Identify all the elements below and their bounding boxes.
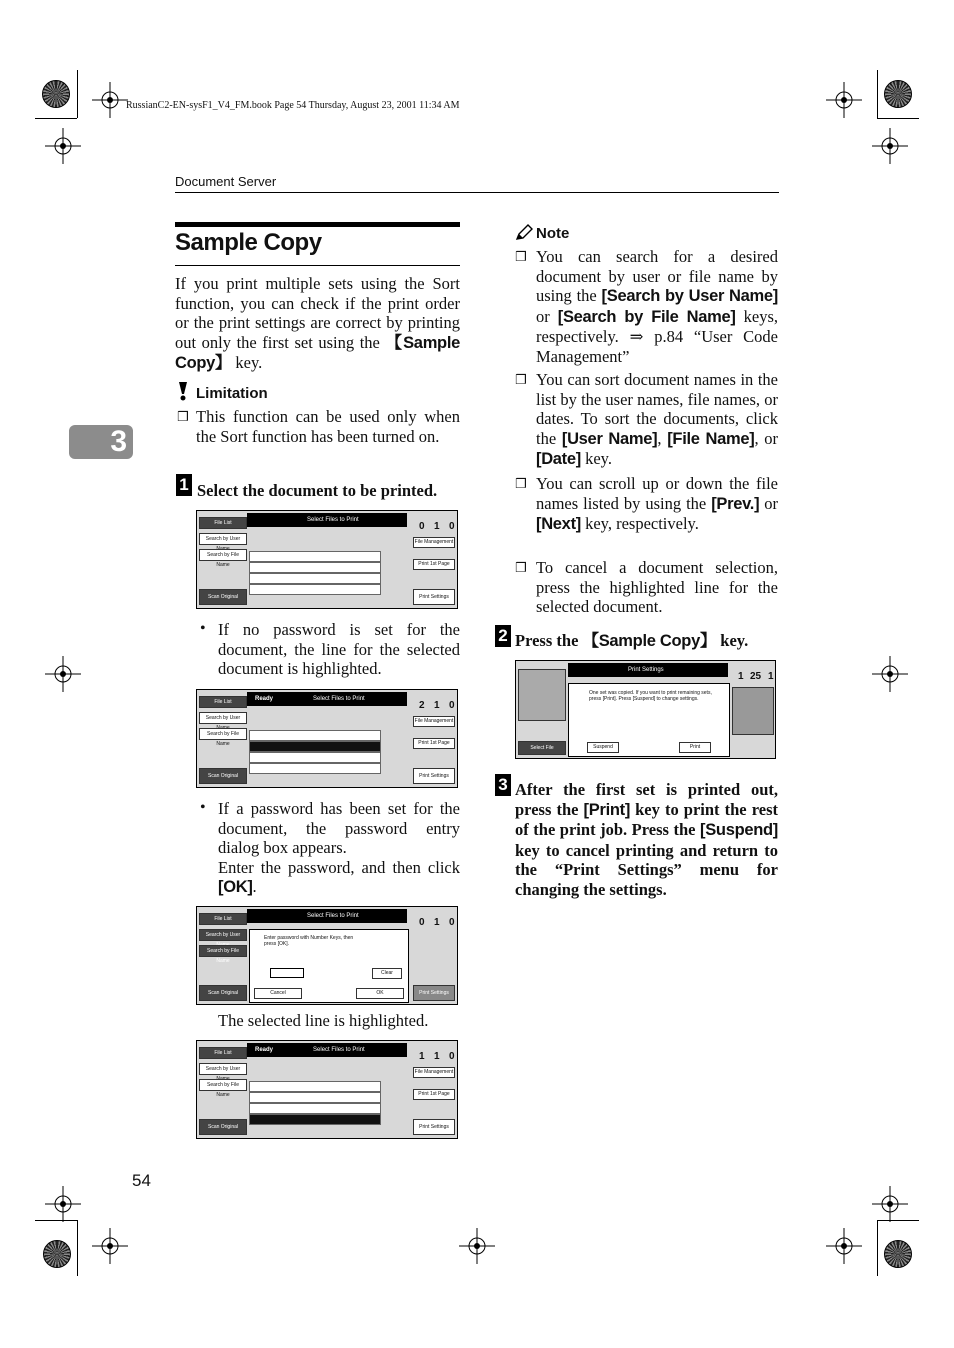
password-message: Enter password with Number Keys, then press [OK]. — [264, 935, 354, 947]
checkbox-icon: ❒ — [515, 561, 527, 576]
crop-line — [877, 1220, 878, 1276]
scan-original-button: Scan Original — [199, 768, 247, 784]
print-settings-side-panel — [518, 669, 566, 721]
file-row-highlighted — [249, 741, 381, 752]
checkbox-icon: ❒ — [515, 373, 527, 388]
search-by-user-button: Search by User — [199, 1063, 247, 1075]
file-row — [249, 1103, 381, 1114]
file-row — [249, 752, 381, 763]
finishing-options-panel — [732, 687, 774, 735]
bullet-icon: • — [200, 799, 206, 816]
step-1-text: Select the document to be printed. — [197, 481, 438, 500]
scan-original-button: Scan Original — [199, 985, 247, 1001]
page-title: Sample Copy — [175, 229, 322, 256]
crop-line — [35, 1220, 77, 1221]
counter: 0 — [449, 521, 455, 532]
search-by-user-button: Search by User — [199, 533, 247, 545]
screen-select-files-1 — [196, 510, 458, 609]
print-button: Print — [679, 742, 711, 753]
search-by-user-button: Search by User — [199, 929, 247, 941]
cancel-button: Cancel — [254, 988, 302, 999]
book-meta-line: RussianC2-EN-sysF1_V4_FM.book Page 54 Thursday, August 23, 2001 11:34 AM — [126, 100, 460, 111]
copy-complete-message: One set was copied. If you want to print remaining sets, press [Print]. Press [Suspend] to change settings. — [589, 690, 712, 702]
checkbox-icon: ❒ — [515, 477, 527, 492]
crosshair-mark-top-left — [45, 128, 81, 164]
user-name-key: [User Name] — [561, 429, 658, 448]
prev-key: [Prev.] — [711, 494, 760, 513]
file-name-key: [File Name] — [667, 429, 755, 448]
print-1st-page-button: Print 1st Page — [413, 559, 455, 570]
crosshair-mark-mid-left — [45, 656, 81, 692]
search-by-file-name-key: [Search by File Name] — [557, 307, 736, 326]
file-row — [249, 1092, 381, 1103]
file-row — [249, 562, 381, 573]
search-by-file-button: Search by File Name — [199, 728, 247, 740]
chapter-tab — [69, 425, 133, 459]
screen-select-files-2 — [196, 689, 458, 788]
step-3-text: After the first set is printed out, press the [Print] key to print the rest of the print job. Press the [Suspend] key to cancel printing and return to the “Print Settings” menu for changing the settings. — [515, 780, 778, 899]
ok-key: [OK] — [218, 878, 253, 897]
limitation-heading: Limitation — [196, 385, 268, 402]
counter: 0 — [419, 521, 425, 532]
file-row — [249, 573, 381, 584]
next-key: [Next] — [536, 515, 581, 534]
crosshair-mark-bottom-right — [872, 1186, 908, 1222]
counter: 2 — [419, 700, 425, 711]
bullet-icon: • — [200, 620, 206, 637]
crop-line — [877, 70, 878, 118]
registration-sunburst-bl — [43, 1240, 71, 1268]
password-dialog — [249, 929, 409, 1003]
ok-button: OK — [356, 988, 404, 999]
counter: 1 — [434, 521, 440, 532]
step-1-bullet-2: If a password has been set for the document, the password entry dialog box appears. Enter the password, and then click [OK]. — [218, 799, 460, 897]
search-by-user-name-key: [Search by User Name] — [601, 287, 778, 306]
date-key: [Date] — [536, 450, 581, 469]
screen-title-bar: Select Files to Print — [247, 513, 407, 527]
crosshair-mark-top-right — [872, 128, 908, 164]
crosshair-mark-bottom-left — [45, 1186, 81, 1222]
search-by-file-button: Search by File Name — [199, 549, 247, 561]
note-pencil-icon — [515, 224, 533, 242]
print-settings-button: Print Settings — [413, 985, 455, 1001]
screen-title-bar: Ready Select Files to Print — [247, 1043, 407, 1057]
title-rule — [175, 265, 460, 266]
screen-title-bar: Ready Select Files to Print — [247, 692, 407, 706]
print-settings-button: Print Settings — [413, 768, 455, 784]
print-1st-page-button: Print 1st Page — [413, 1089, 455, 1100]
password-field — [270, 968, 304, 978]
counter: 0 — [449, 1051, 455, 1062]
print-settings-button: Print Settings — [413, 1119, 455, 1135]
crosshair-mark-bottom-left-inner — [92, 1228, 128, 1264]
select-file-button: Select File — [518, 741, 566, 755]
search-by-file-button: Search by File Name — [199, 945, 247, 957]
counter: 1 — [419, 1051, 425, 1062]
file-row — [249, 763, 381, 774]
sample-copy-key: 【Sample Copy】 — [582, 632, 717, 650]
note-heading: Note — [536, 225, 570, 242]
step-1-marker: 1 — [176, 474, 192, 496]
intro-paragraph: If you print multiple sets using the Sort function, you can check if the print order or the print settings are correct by printing out only the first set using the 【Sample Copy】 key. — [175, 274, 460, 373]
file-list-tab: File List — [199, 517, 247, 529]
print-key: [Print] — [583, 800, 631, 819]
suspend-button: Suspend — [587, 742, 619, 753]
file-list-tab: File List — [199, 1047, 247, 1059]
search-by-file-button: Search by File Name — [199, 1079, 247, 1091]
section-header: Document Server — [175, 174, 277, 189]
note-item-3: You can scroll up or down the file names listed by using the [Prev.] or [Next] key, respectively. — [536, 474, 778, 534]
search-by-user-button: Search by User — [199, 712, 247, 724]
clear-button: Clear — [372, 968, 402, 979]
print-settings-button: Print Settings — [413, 589, 455, 605]
file-row-highlighted — [249, 1114, 381, 1125]
note-item-4: To cancel a document selection, press the highlighted line for the selected document. — [536, 558, 778, 617]
checkbox-icon: ❒ — [177, 410, 189, 425]
crosshair-mark-mid-right — [872, 656, 908, 692]
scan-original-button: Scan Original — [199, 1119, 247, 1135]
scan-original-button: Scan Original — [199, 589, 247, 605]
checkbox-icon: ❒ — [515, 250, 527, 265]
file-management-button: File Management — [413, 716, 455, 727]
counter: 1 — [768, 671, 774, 682]
counter: 0 — [419, 917, 425, 928]
crosshair-mark-bottom-center — [459, 1228, 495, 1264]
counter: 1 — [434, 700, 440, 711]
file-management-button: File Management — [413, 1067, 455, 1078]
file-row — [249, 551, 381, 562]
step-3-marker: 3 — [495, 774, 511, 796]
counter: 1 — [434, 1051, 440, 1062]
registration-sunburst-br — [884, 1240, 912, 1268]
title-bar — [175, 222, 460, 227]
crosshair-mark-top-right-inner — [826, 82, 862, 118]
screen-title-bar: Select Files to Print — [247, 909, 407, 923]
crosshair-mark-top-left-inner — [92, 82, 128, 118]
crosshair-mark-bottom-right-inner — [826, 1228, 862, 1264]
file-row — [249, 1081, 381, 1092]
screen-password-dialog — [196, 906, 458, 1005]
registration-sunburst-tl — [42, 80, 70, 108]
screen-print-settings — [515, 660, 776, 759]
sample-copy-dialog — [568, 683, 730, 757]
file-row — [249, 584, 381, 595]
step-2-marker: 2 — [495, 625, 511, 647]
file-list-tab: File List — [199, 696, 247, 708]
crop-line — [77, 1220, 78, 1276]
header-rule — [175, 192, 779, 193]
counter: 1 — [738, 671, 744, 682]
counter: 1 — [434, 917, 440, 928]
screen-select-files-3 — [196, 1040, 458, 1139]
limitation-item: This function can be used only when the Sort function has been turned on. — [196, 407, 460, 446]
sample-copy-key: 【Sample Copy】 — [175, 333, 460, 373]
suspend-key: [Suspend] — [700, 821, 778, 840]
crop-line — [877, 118, 919, 119]
note-item-1: You can search for a desired document by user or file name by using the [Search by User Name] or [Search by File Name] keys, respectively. ⇒ p.84 “User Code Management” — [536, 247, 778, 366]
counter: 25 — [750, 671, 762, 682]
crop-line — [877, 1220, 919, 1221]
registration-sunburst-tr — [884, 80, 912, 108]
screen-title-bar: Print Settings — [568, 663, 728, 677]
file-list-tab: File List — [199, 913, 247, 925]
step-1-bullet-1: If no password is set for the document, the line for the selected document is highlighted. — [218, 620, 460, 679]
print-1st-page-button: Print 1st Page — [413, 738, 455, 749]
note-item-2: You can sort document names in the list by the user names, file names, or dates. To sort the documents, click the [User Name], [File Name], or [Date] key. — [536, 370, 779, 469]
chapter-number: 3 — [110, 425, 127, 458]
page-number: 54 — [132, 1171, 151, 1190]
counter: 0 — [449, 917, 455, 928]
file-management-button: File Management — [413, 537, 455, 548]
counter: 0 — [449, 700, 455, 711]
file-row — [249, 730, 381, 741]
crop-line — [35, 118, 77, 119]
limitation-icon — [177, 382, 189, 402]
selected-line-caption: The selected line is highlighted. — [218, 1011, 429, 1030]
step-2-text: Press the 【Sample Copy】 key. — [515, 631, 749, 650]
crop-line — [77, 70, 78, 118]
